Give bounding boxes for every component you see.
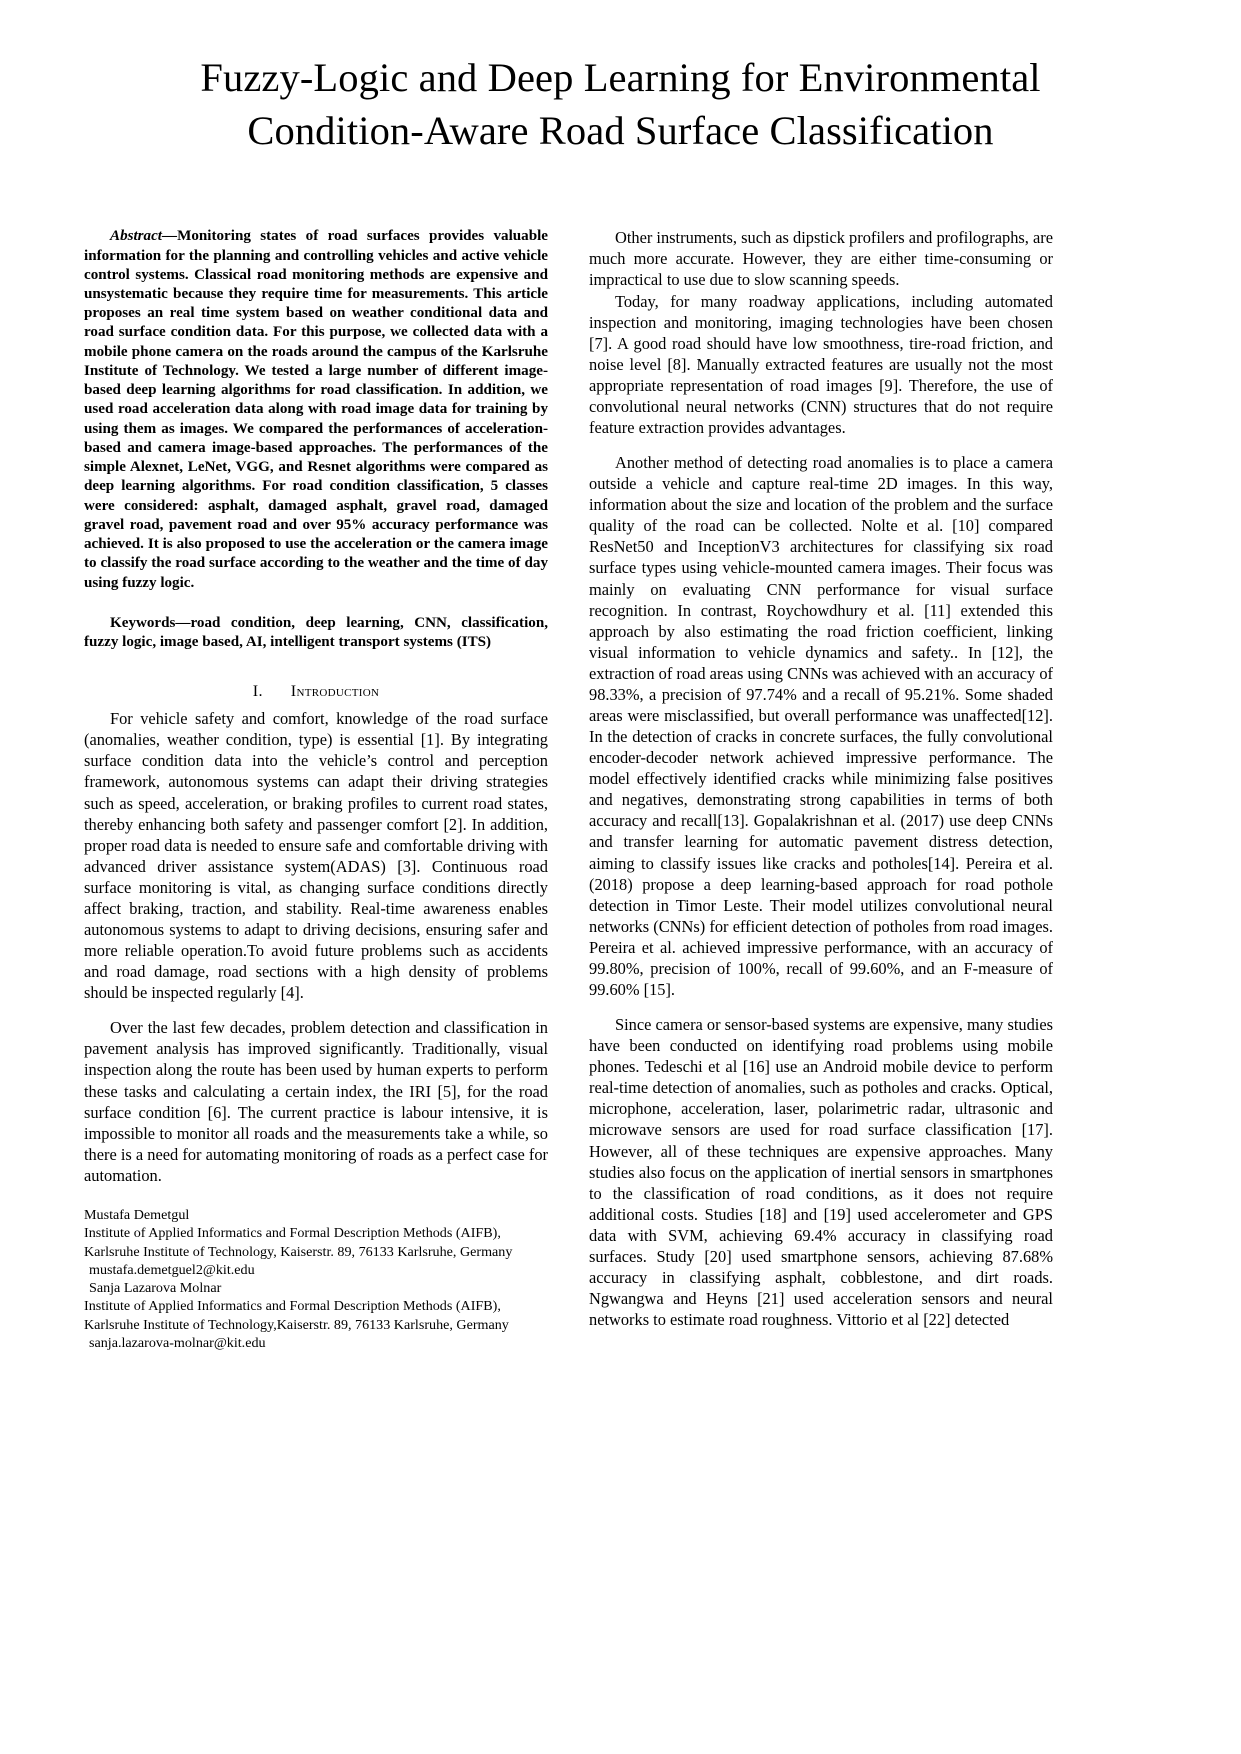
intro-paragraph-2: Over the last few decades, problem detection and classification in pavement analysis has improved significantly. Traditionally, visual inspection along the route has been used by human experts to perform these tasks and calculating a certain index, the IRI [5], for the road surface condition [6]. The current practice is labour intensive, it is impossible to monitor all roads and the measurements take a while, so there is a need for automating monitoring of roads as a perfect case for automation. — [84, 1018, 548, 1185]
section-number: I. — [252, 682, 263, 701]
author-affiliation-block — [84, 1206, 548, 1353]
intro-paragraph-1: For vehicle safety and comfort, knowledge of the road surface (anomalies, weather condition, type) is essential [1]. By integrating surface condition data into the vehicle’s control and perception framework, autonomous systems can adapt their driving strategies such as speed, acceleration, or braking profiles to current road states, thereby enhancing both safety and passenger comfort [2]. In addition, proper road data is needed to ensure safe and comfortable driving with advanced driver assistance system(ADAS) [3]. Continuous road surface monitoring is vital, as changing surface conditions directly affect braking, traction, and stability. Real-time awareness enables autonomous systems to adapt to driving decisions, ensuring safer and more reliable operation.To avoid future problems such as accidents and road damage, road sections with a high density of problems should be inspected regularly [4]. — [84, 709, 548, 1003]
keywords-text: road condition, deep learning, CNN, classification, fuzzy logic, image based, AI, intelligent transport systems (ITS) — [84, 614, 548, 650]
author-2-affiliation-line-2: Karlsruhe Institute of Technology,Kaiserstr. 89, 76133 Karlsruhe, Germany — [84, 1316, 509, 1333]
abstract-label: Abstract— — [110, 228, 178, 245]
author-1-name: Mustafa Demetgul — [84, 1206, 190, 1223]
right-paragraph-1: Other instruments, such as dipstick profilers and profilographs, are much more accurate. However, they are either time-consuming or impractical to use due to slow scanning speeds. — [589, 228, 1053, 290]
two-column-body — [0, 227, 1241, 1352]
keywords-label: Keywords— — [110, 614, 191, 631]
author-2-affiliation-line-1: Institute of Applied Informatics and Formal Description Methods (AIFB), — [84, 1298, 501, 1315]
section-title: Introduction — [290, 682, 380, 701]
author-1-email[interactable]: mustafa.demetguel2@kit.edu — [89, 1261, 255, 1278]
right-paragraph-4: Since camera or sensor-based systems are expensive, many studies have been conducted on identifying road problems using mobile phones. Tedeschi et al [16] use an Android mobile device to perform real-time detection of anomalies, such as potholes and cracks. Optical, microphone, acceleration, laser, polarimetric radar, ultrasonic and microwave sensors are used for road surface classification [17]. However, all of these techniques are expensive approaches. Many studies also focus on the application of inertial sensors in smartphones to the classification of road conditions, as it does not require additional costs. Studies [18] and [19] used accelerometer and GPS data with SVM, achieving 69.4% accuracy in classifying road surfaces. Study [20] used smartphone sensors, achieving 87.68% accuracy in classifying asphalt, cobblestone, and dirt roads. Ngwangwa and Heyns [21] used acceleration sensors and neural networks to estimate road roughness. Vittorio et al [22] detected — [589, 1015, 1053, 1330]
author-2-email[interactable]: sanja.lazarova-molnar@kit.edu — [89, 1335, 266, 1352]
right-paragraph-2: Today, for many roadway applications, including automated inspection and monitoring, imaging technologies have been chosen [7]. A good road should have low smoothness, tire-road friction, and noise level [8]. Manually extracted features are usually not the most appropriate representation of road images [9]. Therefore, the use of convolutional neural networks (CNN) structures that do not require feature extraction provides advantages. — [589, 291, 1053, 437]
title-block — [0, 0, 1241, 157]
title-line-1: Fuzzy-Logic and Deep Learning for Environmental — [200, 55, 1041, 100]
right-paragraph-3: Another method of detecting road anomalies is to place a camera outside a vehicle and capture real-time 2D images. In this way, information about the size and location of the problem and the surface quality of the road can be collected. Nolte et al. [10] compared ResNet50 and InceptionV3 architectures for classifying six road surface types using vehicle-mounted camera images. Their focus was mainly on evaluating CNN performance for visual surface recognition. In contrast, Roychowdhury et al. [11] extended this approach by also estimating the road friction coefficient, linking visual information to vehicle dynamics and safety.. In [12], the extraction of road areas using CNNs was achieved with an accuracy of 98.33%, a precision of 97.74% and a recall of 95.21%. Some shaded areas were misclassified, but overall performance was unaffected[12]. In the detection of cracks in concrete surfaces, the fully convolutional encoder-decoder network achieved impressive performance. The model effectively identified cracks while minimizing false positives and negatives, demonstrating strong capabilities in terms of both accuracy and recall[13]. Gopalakrishnan et al. (2017) use deep CNNs and transfer learning for automatic pavement distress detection, aiming to classify issues like cracks and potholes[14]. Pereira et al. (2018) propose a deep learning-based approach for road pothole detection in Timor Leste. Their model utilizes convolutional neural networks (CNNs) for efficient detection of potholes from road images. Pereira et al. achieved impressive performance, with an accuracy of 99.80%, precision of 100%, recall of 99.60%, and an F-measure of 99.60% [15]. — [589, 453, 1053, 1000]
page-title — [100, 52, 1141, 157]
keywords-paragraph — [84, 614, 548, 652]
author-1-affiliation-line-1: Institute of Applied Informatics and Formal Description Methods (AIFB), — [84, 1225, 501, 1242]
right-column — [589, 227, 1053, 1330]
section-heading-introduction — [84, 682, 548, 701]
left-column — [84, 227, 548, 1352]
abstract-text: Monitoring states of road surfaces provides valuable information for the planning and controlling vehicles and active vehicle control systems. Classical road monitoring methods are expensive and unsystematic because they require time for measurements. This article proposes an real time system based on weather conditional data and road surface condition data. For this purpose, we collected data with a mobile phone camera on the roads around the campus of the Karlsruhe Institute of Technology. We tested a large number of different image-based deep learning algorithms for road classification. In addition, we used road acceleration data along with road image data for training by using them as images. We compared the performances of acceleration-based and camera image-based approaches. The performances of the simple Alexnet, LeNet, VGG, and Resnet algorithms were compared as deep learning algorithms. For road condition classification, 5 classes were considered: asphalt, damaged asphalt, gravel road, damaged gravel road, pavement road and over 95% accuracy performance was achieved. It is also proposed to use the acceleration or the camera image to classify the road surface according to the weather and the time of day using fuzzy logic. — [84, 228, 548, 591]
title-line-2: Condition-Aware Road Surface Classification — [247, 107, 994, 153]
author-2-name: Sanja Lazarova Molnar — [89, 1280, 222, 1297]
abstract-paragraph — [84, 227, 548, 592]
author-1-affiliation-line-2: Karlsruhe Institute of Technology, Kaiserstr. 89, 76133 Karlsruhe, Germany — [84, 1243, 513, 1260]
